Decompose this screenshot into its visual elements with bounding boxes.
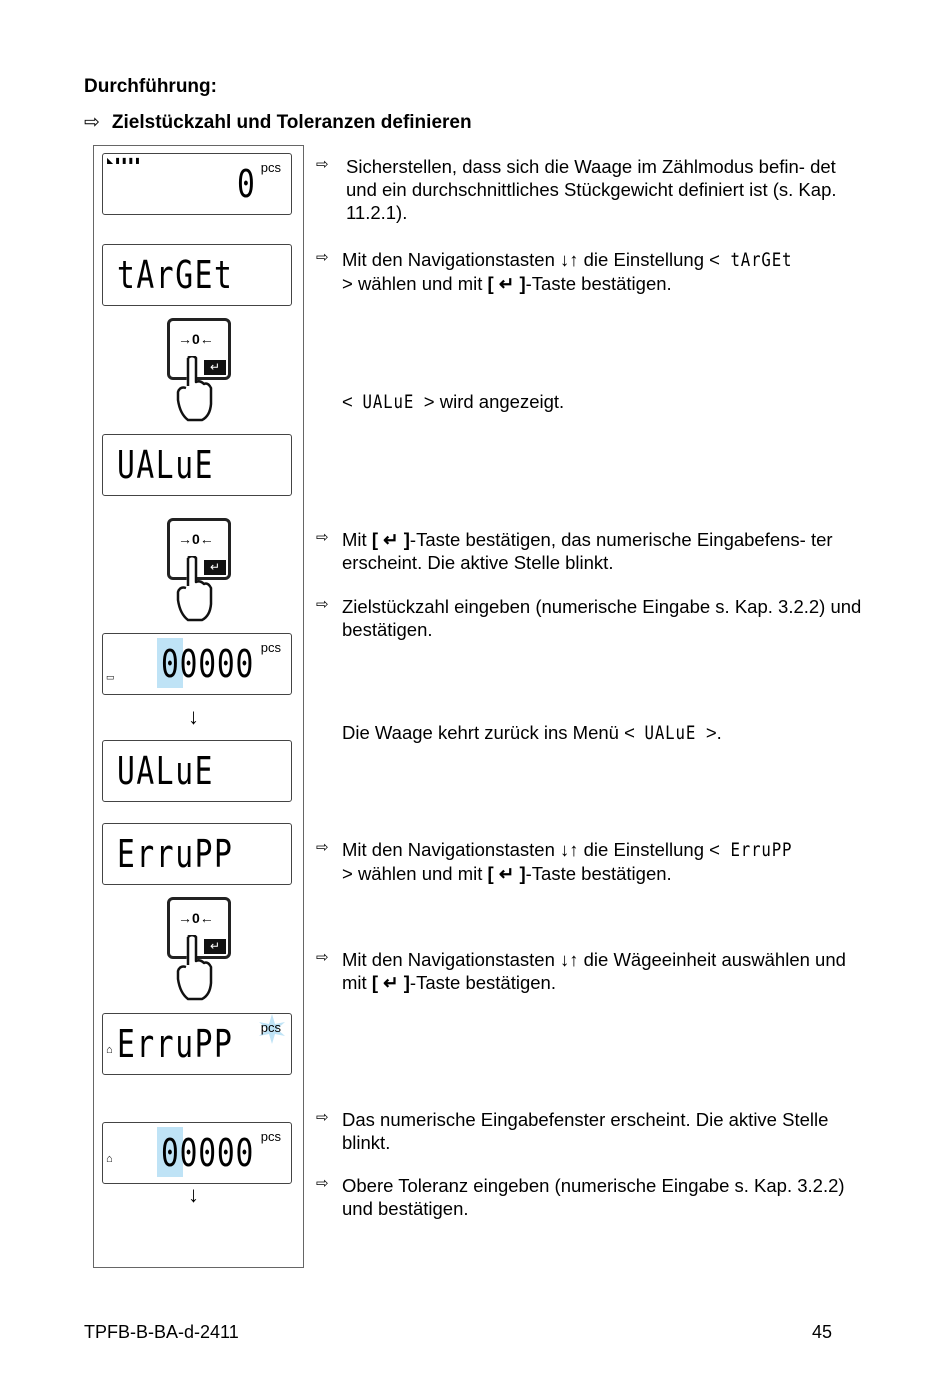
step-text-part: Mit den Navigationstasten ↓↑ die Einstellung < — [342, 839, 720, 860]
bullet-arrow-icon: ⇨ — [316, 839, 329, 856]
enter-key-label: [ ↵ ] — [487, 863, 526, 884]
display-number-entry — [102, 633, 292, 695]
key-label: →0← — [178, 331, 214, 347]
display-value: ErruPP — [117, 832, 234, 876]
page-number: 45 — [812, 1322, 833, 1342]
bullet-arrow-icon: ⇨ — [316, 596, 329, 613]
battery-icon: ▭ — [106, 672, 115, 682]
step-text-part: Mit — [342, 529, 367, 550]
display-number-entry — [102, 1122, 292, 1184]
display-zero — [102, 153, 292, 215]
enter-key-label: [ ↵ ] — [371, 972, 410, 993]
key-label: →0← — [178, 910, 214, 926]
bullet-arrow-icon: ⇨ — [316, 529, 329, 546]
step-text — [342, 248, 862, 295]
display-indicators: ◣ ▮ ▮ ▮ ▮ — [107, 156, 140, 165]
subheading-text: Zielstückzahl und Toleranzen definieren — [111, 112, 472, 133]
unit-label: pcs — [260, 1020, 281, 1035]
display-value: UALuE — [117, 443, 215, 487]
unit-label: pcs — [260, 1129, 281, 1144]
display-value: UALuE — [117, 749, 215, 793]
step-text — [342, 390, 862, 414]
step-text — [342, 838, 862, 885]
display-errupp — [102, 823, 292, 885]
home-icon: ⌂ — [106, 1044, 113, 1056]
step-text-part: > wird angezeigt. — [423, 391, 565, 412]
arrow-icon: ⇨ — [84, 112, 100, 133]
step-text-part: Mit den Navigationstasten ↓↑ die Wägeeinheit auswählen und mit — [342, 949, 846, 993]
step-text — [342, 721, 862, 745]
key-label: →0← — [178, 531, 214, 547]
segment-text: UALuE — [644, 723, 697, 744]
display-target — [102, 244, 292, 306]
bullet-arrow-icon: ⇨ — [316, 949, 329, 966]
section-heading: Durchführung: — [84, 76, 217, 97]
bullet-arrow-icon: ⇨ — [316, 249, 329, 266]
step-text-part: -Taste bestätigen, das numerische Eingabefens- ter erscheint. Die aktive Stelle blinkt. — [342, 529, 833, 573]
enter-icon: ↵ — [204, 939, 226, 954]
display-value-menu — [102, 434, 292, 496]
unit-label: pcs — [260, 640, 281, 655]
step-text-part: -Taste bestätigen. — [525, 863, 672, 884]
display-value: ErruPP — [117, 1022, 234, 1066]
enter-icon: ↵ — [204, 360, 226, 375]
bullet-arrow-icon: ⇨ — [316, 1175, 329, 1192]
bullet-arrow-icon: ⇨ — [316, 156, 329, 173]
step-text: Obere Toleranz eingeben (numerische Eingabe s. Kap. 3.2.2) und bestätigen. — [342, 1175, 845, 1219]
step-text — [342, 528, 862, 574]
step-text-part: -Taste bestätigen. — [525, 273, 672, 294]
step-text-part: Mit den Navigationstasten ↓↑ die Einstellung < — [342, 249, 720, 270]
display-value: 0 — [237, 162, 257, 206]
step-text — [342, 948, 862, 994]
step-text: Zielstückzahl eingeben (numerische Eingabe s. Kap. 3.2.2) und bestätigen. — [342, 596, 862, 640]
step-text-part: > wählen und mit — [342, 273, 483, 294]
step-text-part: -Taste bestätigen. — [409, 972, 556, 993]
enter-key-label: [ ↵ ] — [371, 529, 410, 550]
segment-text: ErruPP — [730, 840, 793, 861]
display-value: tArGEt — [117, 253, 234, 297]
home-icon: ⌂ — [106, 1153, 113, 1165]
enter-key-label: [ ↵ ] — [487, 273, 526, 294]
display-value-menu — [102, 740, 292, 802]
step-text-part: >. — [705, 722, 722, 743]
segment-text: tArGEt — [730, 250, 793, 271]
step-text: Das numerische Eingabefenster erscheint. Die aktive Stelle blinkt. — [342, 1109, 829, 1153]
step-text-part: < — [342, 391, 353, 412]
pointing-hand-icon — [174, 556, 214, 624]
display-value: 00000 — [161, 642, 255, 686]
pointing-hand-icon — [174, 356, 214, 424]
bullet-arrow-icon: ⇨ — [316, 1109, 329, 1126]
display-errupp-unit — [102, 1013, 292, 1075]
down-arrow-icon: ↓ — [188, 704, 199, 729]
step-text: Sicherstellen, dass sich die Waage im Zählmodus befin- det und ein durchschnittliches Stückgewicht definiert ist (s. Kap. 11.2.1). — [346, 156, 837, 223]
subheading — [84, 111, 472, 134]
step-text-part: > wählen und mit — [342, 863, 483, 884]
down-arrow-icon: ↓ — [188, 1182, 199, 1207]
enter-icon: ↵ — [204, 560, 226, 575]
unit-label: pcs — [260, 160, 281, 175]
step-text-part: Die Waage kehrt zurück ins Menü < — [342, 722, 635, 743]
pointing-hand-icon — [174, 935, 214, 1003]
display-value: 00000 — [161, 1131, 255, 1175]
segment-text: UALuE — [362, 392, 415, 413]
document-id: TPFB-B-BA-d-2411 — [84, 1322, 239, 1342]
